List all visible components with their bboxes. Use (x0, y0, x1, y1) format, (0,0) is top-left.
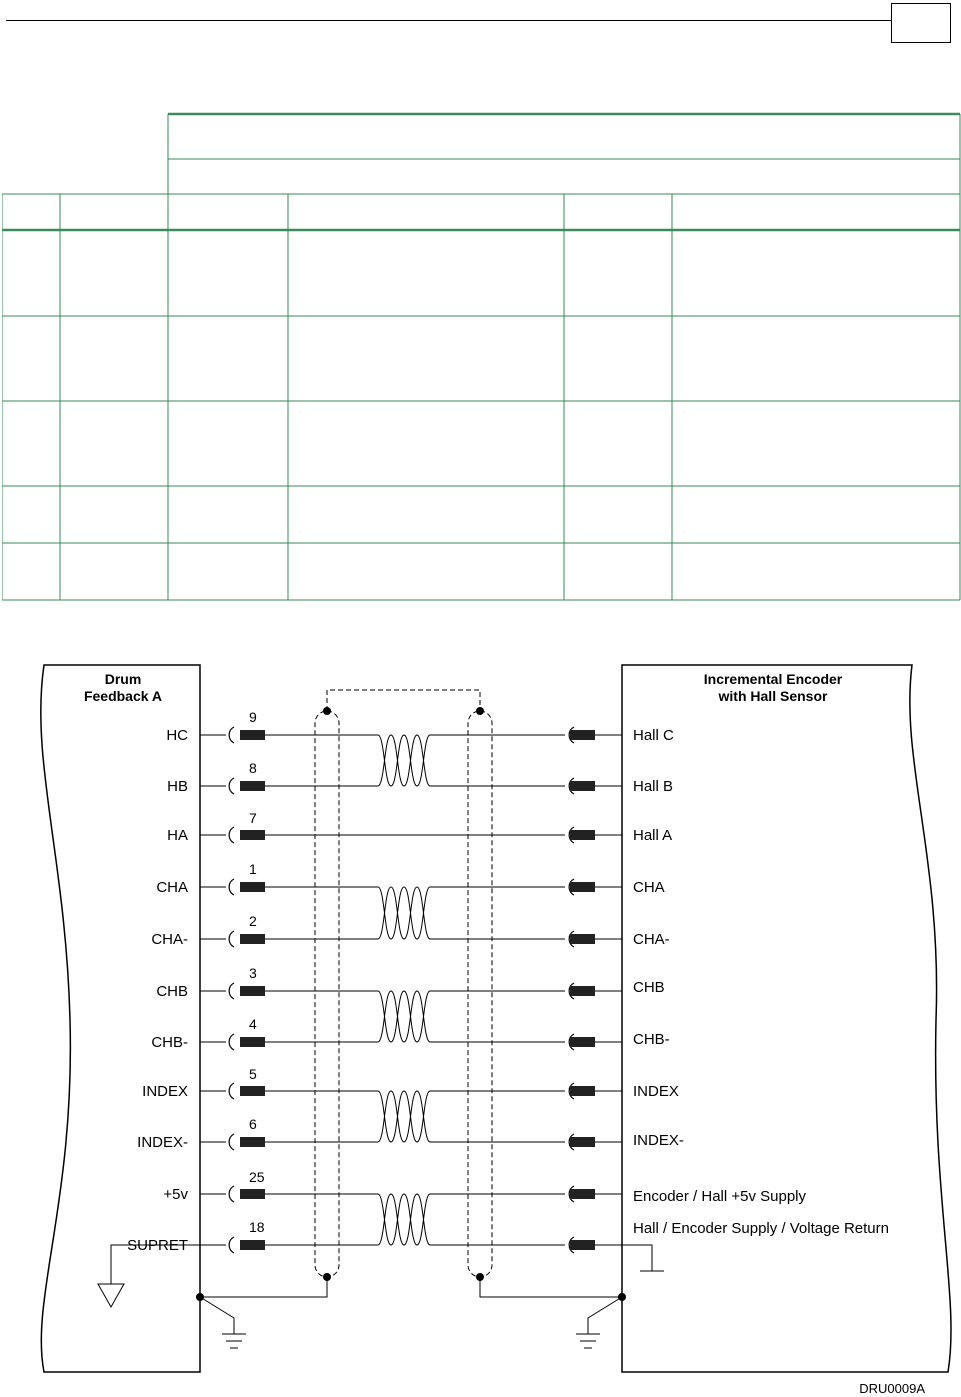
left-socket-icon (229, 1134, 234, 1150)
right-device-title-line-2: with Hall Sensor (718, 688, 828, 704)
left-socket-icon (229, 778, 234, 794)
left-pin-icon (240, 986, 265, 996)
right-chassis-link (588, 1297, 622, 1334)
pin-number: 1 (249, 861, 257, 877)
right-signal-label: Hall C (633, 727, 674, 744)
right-drain-wire (480, 1277, 622, 1297)
left-drain-wire (200, 1277, 327, 1297)
twisted-pair-icon (378, 735, 430, 786)
left-device-title-line-1: Drum (104, 671, 142, 687)
left-pin-icon (240, 1189, 265, 1199)
left-pin-icon (240, 1037, 265, 1047)
left-pin-icon (240, 1240, 265, 1250)
left-socket-icon (229, 1237, 234, 1253)
left-socket-icon (229, 827, 234, 843)
pin-number: 18 (249, 1219, 265, 1235)
right-chassis-node (618, 1293, 626, 1301)
right-pin-icon (570, 781, 595, 791)
left-signal-label: HC (166, 727, 188, 744)
right-pin-icon (570, 986, 595, 996)
left-pin-icon (240, 1086, 265, 1096)
right-pin-icon (570, 1137, 595, 1147)
left-signal-label: CHB (156, 983, 188, 1000)
right-signal-label: CHA- (633, 931, 670, 948)
right-signal-label: Hall / Encoder Supply / Voltage Return (633, 1220, 889, 1237)
left-socket-icon (229, 931, 234, 947)
left-device-title-line-2: Feedback A (83, 688, 163, 704)
left-pin-icon (240, 882, 265, 892)
left-signal-label: INDEX- (137, 1134, 188, 1151)
pin-number: 7 (249, 810, 257, 826)
left-socket-icon (229, 879, 234, 895)
left-pin-icon (240, 830, 265, 840)
shield-node (323, 707, 331, 715)
right-earth-ground-icon (576, 1334, 600, 1348)
right-signal-label: Hall B (633, 778, 674, 795)
twisted-pair-group (378, 735, 430, 1245)
twisted-pair-icon (378, 1194, 430, 1245)
left-signal-label: INDEX (142, 1083, 188, 1100)
shield-node (476, 707, 484, 715)
left-socket-icon (229, 1186, 234, 1202)
twisted-pair-icon (378, 1091, 430, 1142)
left-device-outline (41, 665, 200, 1372)
right-device-outline (622, 665, 951, 1372)
right-pin-icon (570, 1086, 595, 1096)
left-socket-icon (229, 1083, 234, 1099)
pin-number: 3 (249, 965, 257, 981)
pin-number: 5 (249, 1066, 257, 1082)
pin-number: 9 (249, 709, 257, 725)
pin-number: 6 (249, 1116, 257, 1132)
right-pin-icon (570, 1240, 595, 1250)
twisted-pair-icon (378, 1194, 430, 1245)
left-socket-icon (229, 1034, 234, 1050)
pin-number: 25 (249, 1169, 265, 1185)
pin-number: 4 (249, 1016, 257, 1032)
signal-ground-icon (98, 1245, 200, 1307)
left-signal-label: SUPRET (127, 1237, 188, 1254)
right-device-title-line-1: Incremental Encoder (703, 671, 843, 687)
right-signal-label: CHA (633, 879, 665, 896)
right-signal-label: INDEX (633, 1083, 679, 1100)
cable-shield (315, 690, 492, 1277)
left-earth-ground-icon (222, 1334, 246, 1348)
right-signal-label: Encoder / Hall +5v Supply (633, 1188, 807, 1205)
pin-number: 8 (249, 760, 257, 776)
right-pin-icon (570, 934, 595, 944)
twisted-pair-icon (378, 887, 430, 939)
twisted-pair-icon (378, 1091, 430, 1142)
left-pin-icon (240, 730, 265, 740)
twisted-pair-icon (378, 735, 430, 786)
right-pin-icon (570, 830, 595, 840)
left-signal-label: CHA- (151, 931, 188, 948)
figure-id: DRU0009A (859, 1381, 925, 1396)
left-chassis-node (196, 1293, 204, 1301)
twisted-pair-icon (378, 991, 430, 1042)
right-pin-icon (570, 1189, 595, 1199)
left-socket-icon (229, 983, 234, 999)
right-pin-icon (570, 730, 595, 740)
left-socket-icon (229, 727, 234, 743)
right-signal-label: INDEX- (633, 1132, 684, 1149)
left-pin-icon (240, 781, 265, 791)
right-pin-icon (570, 1037, 595, 1047)
left-signal-label: HA (167, 827, 188, 844)
left-chassis-link (200, 1297, 234, 1334)
right-signal-label: CHB (633, 979, 665, 996)
left-signal-label: HB (167, 778, 188, 795)
return-ground-icon (622, 1245, 664, 1271)
left-pin-icon (240, 934, 265, 944)
left-signal-label: CHB- (151, 1034, 188, 1051)
right-signal-label: Hall A (633, 827, 673, 844)
pin-number: 2 (249, 913, 257, 929)
right-signal-label: CHB- (633, 1031, 670, 1048)
left-pin-icon (240, 1137, 265, 1147)
right-pin-icon (570, 882, 595, 892)
left-signal-label: CHA (156, 879, 188, 896)
twisted-pair-icon (378, 887, 430, 939)
left-signal-label: +5v (163, 1186, 188, 1203)
twisted-pair-icon (378, 991, 430, 1042)
